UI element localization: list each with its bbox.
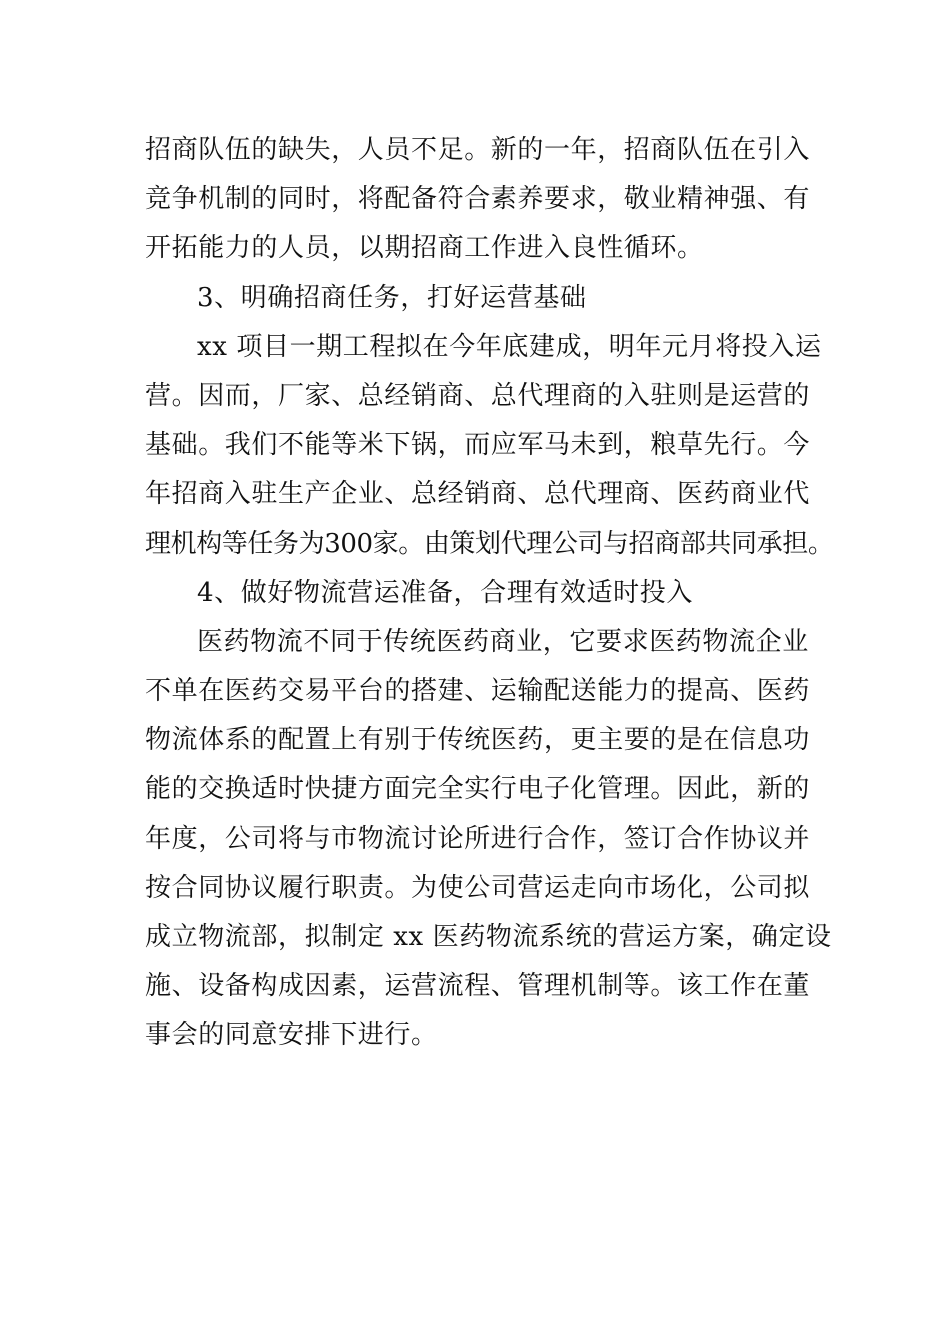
text-line: 事会的同意安排下进行。	[145, 1020, 438, 1051]
text-line: 开拓能力的人员，以期招商工作进入良性循环。	[145, 233, 704, 264]
section-heading-4: 4、做好物流营运准备，合理有效适时投入	[197, 577, 693, 608]
text-line: 竞争机制的同时，将配备符合素养要求，敬业精神强、有	[145, 184, 811, 215]
text-line: 年招商入驻生产企业、总经销商、总代理商、医药商业代	[145, 479, 811, 510]
text-line: 不单在医药交易平台的搭建、运输配送能力的提高、医药	[145, 676, 811, 707]
text-line: 成立物流部，拟制定 xx 医药物流系统的营运方案，确定设	[145, 922, 832, 952]
text-line: 能的交换适时快捷方面完全实行电子化管理。因此，新的	[145, 774, 811, 805]
section-heading-3: 3、明确招商任务，打好运营基础	[197, 282, 587, 313]
text-line: 招商队伍的缺失，人员不足。新的一年，招商队伍在引入	[145, 135, 811, 165]
text-line: 营。因而，厂家、总经销商、总代理商的入驻则是运营的	[145, 380, 811, 411]
text-line: 年度，公司将与市物流讨论所进行合作，签订合作协议并	[145, 823, 811, 854]
document-body	[145, 126, 834, 1061]
text-line: 理机构等任务为300家。由策划代理公司与招商部共同承担。	[145, 528, 834, 559]
text-line: 基础。我们不能等米下锅，而应军马未到，粮草先行。今	[145, 430, 811, 461]
text-line: 施、设备构成因素，运营流程、管理机制等。该工作在董	[145, 971, 811, 1002]
text-line: 医药物流不同于传统医药商业，它要求医药物流企业	[197, 626, 809, 657]
text-line: 物流体系的配置上有别于传统医药，更主要的是在信息功	[145, 725, 811, 756]
text-line: 按合同协议履行职责。为使公司营运走向市场化，公司拟	[145, 872, 811, 903]
text-line: xx 项目一期工程拟在今年底建成，明年元月将投入运	[197, 331, 822, 362]
